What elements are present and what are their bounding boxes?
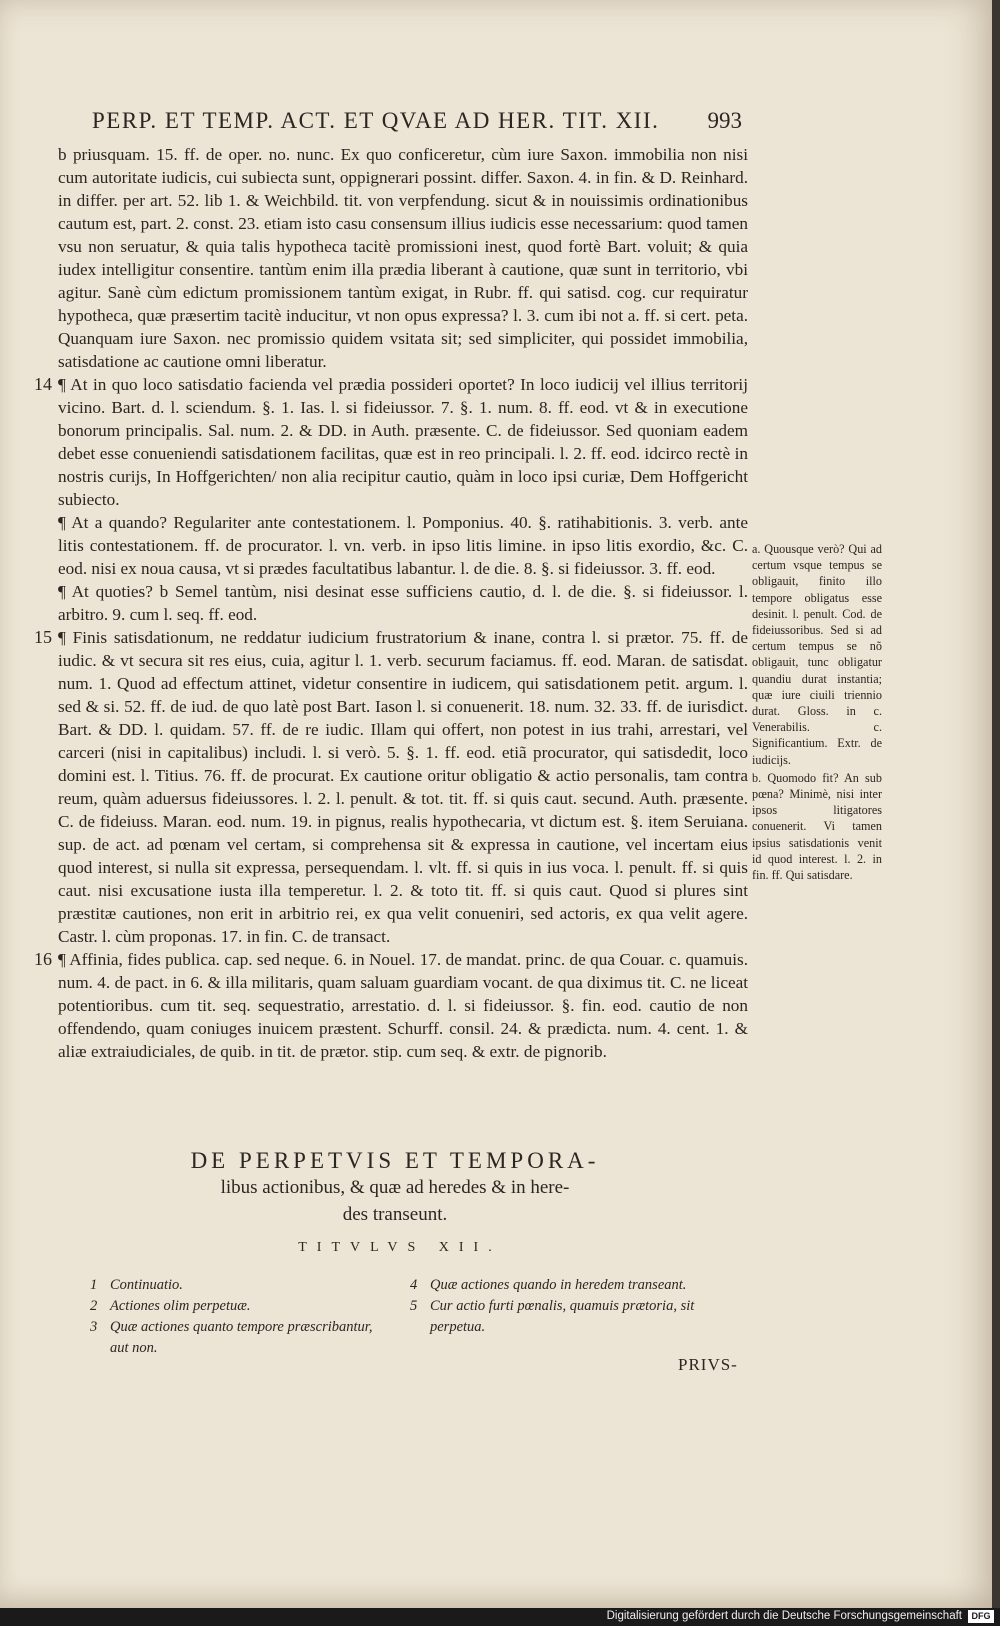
summary-item [410,1296,720,1338]
summary-text: Actiones olim perpetuæ. [110,1298,251,1314]
main-text [34,143,748,1063]
title-line: DE PERPETVIS ET TEMPORA- [190,1148,600,1173]
summary-text: Cur actio furti pœnalis, quamuis prætoria, sit perpetua. [430,1298,695,1335]
catchword: PRIVS- [678,1355,738,1374]
paragraph [34,373,748,511]
summary-item [90,1275,380,1296]
paragraph [34,626,748,948]
marginal-notes [752,541,882,885]
paragraph: b priusquam. 15. ff. de oper. no. nunc. Ex quo conficeretur, cùm iure Saxon. immobilia non nisi cum autoritate iudicis, cui subiecta sunt, oppignerari possint. differ. Saxon. 4. in fin. & D. Reinhard. in differ. per art. 52. lib 1. & Weichbild. tit. von verpfendung. sicut & in nouissimis ordinationibus cautum est, part. 2. const. 23. etiam isto casu consensum illius iudicis esse necessarium: quod tamen vsu non seruatur, & quia talis hypotheca tacitè promissioni inest, quod fortè Bart. voluit; & quia iudex intelligitur consentire. tantùm enim illa prædia liberant à cautione, quæ sunt in territorio, vbi agitur. Sanè cùm edictum promissionem tantùm exigat, in Rubr. ff. qui satisd. cog. cur requiratur hypotheca, quæ præsertim tacitè inducitur, vt non opus expressa? l. 3. cum ibi not a. ff. si cert. peta. Quanquam iure Saxon. nec promissio quidem vsitata sit; sed simpliciter, qui possidet immobilia, satisdatione ac cautione omni liberatur. [58,145,748,371]
footer-credit: Digitalisierung gefördert durch die Deutsche Forschungsgemeinschaft [606,1610,962,1622]
page-number: 993 [707,108,742,133]
margin-note-b: b. Quomodo fit? An sub pœna? Minimè, nisi inter ipsos litigatores conuenerit. Vi tamen ipsius satisdationis venit id quod interest. l. 2. in fin. ff. Qui satisdare. [752,770,882,883]
summary-number: 3 [90,1319,98,1335]
digitization-footer [0,1608,1000,1626]
summary-text: Quæ actiones quanto tempore præscribantur, aut non. [110,1319,373,1356]
summary-number: 2 [90,1298,98,1314]
paragraph-text: ¶ At in quo loco satisdatio facienda vel prædia possideri oportet? In loco iudicij vel illius territorij vicino. Bart. d. l. sciendum. §. 1. Ias. l. si fideiussor. 7. §. 1. num. 8. ff. eod. vt & in executione bonorum principalis. Sal. num. 2. & DD. in Auth. præsente. C. de fideiussor. Sed quoniam eadem debet esse conueniendi satisdationem facilitas, quæ est in reo principali. l. 2. ff. eod. idcirco rectè in nostris curijs, In Hoffgerichten/ non alia recipitur cautio, quàm in loco ipsi curiæ, Dem Hoffgericht subiecto. [58,375,748,509]
paragraph-text: ¶ Affinia, fides publica. cap. sed neque. 6. in Nouel. 17. de mandat. princ. de qua Couar. c. quamuis. num. 4. de pact. in 6. & illa militaris, quam saluam guardiam vocant. de qua diximus tit. C. ne liceat potentioribus. cum tit. seq. sequestratio, arrestatio. d. l. si fideiussor. §. fin. eod. cautio de non offendendo, quam coniuges inuicem præstent. Schurff. consil. 24. & prædicta. num. 4. cent. 1. & aliæ extraiudiciales, de quib. in tit. de prætor. stip. cum seq. & extr. de pignorib. [58,950,748,1061]
paragraph-number: 14 [34,374,52,394]
summary-text: Quæ actiones quando in heredem transeant. [430,1277,687,1293]
paragraph-number: 15 [34,627,52,647]
paragraph: ¶ At a quando? Regulariter ante contestationem. l. Pomponius. 40. §. ratihabitionis. 3. verb. ante litis contestationem. ff. de procurator. l. vn. verb. in ipso litis limine. in ipso litis exordio, &c. C. eod. nisi ex noua causa, vt si prædes facultatibus labantur. l. de die. 8. §. si fideiussor. 3. ff. eod. [58,513,748,578]
paragraph-text: ¶ Finis satisdationum, ne reddatur iudicium frustratorium & inane, contra l. si prætor. 75. ff. de iudic. & vt secura sit res eius, cuia, agitur l. 1. verb. securum faciamus. ff. eod. Maran. de satisdat. num. 1. Quod ad effectum attinet, videtur consentire in iudicem, qui satisdationem petit. argum. l. sed & si. 52. ff. de iud. de quo latè post Bart. Iason l. si conuenerit. 18. num. 32. 33. ff. de iurisdict. Bart. & DD. l. quidam. 57. ff. de re iudic. Illam qui offert, non potest in ius trahi, arrestari, vel carceri (nisi in capitalibus) includi. l. si verò. 5. §. 1. ff. eod. etiã procurator, qui satisdedit, loco domini est. l. Titius. 76. ff. de procurat. Ex cautione oritur obligatio & actio personalis, tam contra reum, quàm aduersus fideiussores. l. 2. l. penult. & tot. tit. ff. si quis caut. secund. Auth. præsente. C. de fideiuss. Maran. eod. num. 19. in pignus, realis hypothecaria, vt dictum est. §. item Seruiana. sup. de act. ad pœnam vel certam, si comprehensa sit & expressa in cautione, vel incertam eius quod interest, si nulla sit expressa, persequendam. l. vlt. ff. si quis in ius voca. l. penult. ff. si quis caut. nisi excusatione iusta illa temperetur. l. 2. & toto tit. ff. si quis caut. Quod si plures sint præstitæ cautiones, non erit in arbitrio rei, ex qua velit conueniri, sed actoris, ex qua velit agere. Castr. l. cùm proponas. 17. in fin. C. de transact. [58,628,748,946]
book-edge [992,0,1000,1608]
summary-left [90,1275,380,1359]
paragraph: ¶ At quoties? b Semel tantùm, nisi desinat esse sufficiens cautio, d. l. de die. §. si fideiussor. l. arbitro. 9. cum l. seq. ff. eod. [58,582,748,624]
paragraph [34,948,748,1063]
section-title [135,1148,655,1228]
summary-number: 5 [410,1298,418,1314]
summary-item [410,1275,720,1296]
running-title: PERP. ET TEMP. ACT. ET QVAE AD HER. TIT. XII. [92,108,660,133]
running-header [92,108,742,134]
dfg-logo: DFG [968,1610,994,1623]
summary-item [90,1296,380,1317]
paragraph-number: 16 [34,949,52,969]
title-line: des transeunt. [342,1204,448,1225]
summary-text: Continuatio. [110,1277,183,1293]
titulus-heading: TITVLVS XII. [298,1240,502,1255]
summary-right [410,1275,720,1338]
summary-number: 1 [90,1277,98,1293]
summary-item [90,1317,380,1359]
summary-number: 4 [410,1277,418,1293]
margin-note-a: a. Quousque verò? Qui ad certum vsque tempus se obligauit, finito illo tempore obligatus esse desinit. l. penult. Cod. de fideiussoribus. Sed si ad certum tempus se nõ obligauit, tunc obligatur quandiu durat instantia; quæ iure ciuili triennio durat. Gloss. in c. Venerabilis. c. Significantium. Extr. de iudicijs. [752,542,882,767]
title-line: libus actionibus, & quæ ad heredes & in here- [220,1177,570,1198]
